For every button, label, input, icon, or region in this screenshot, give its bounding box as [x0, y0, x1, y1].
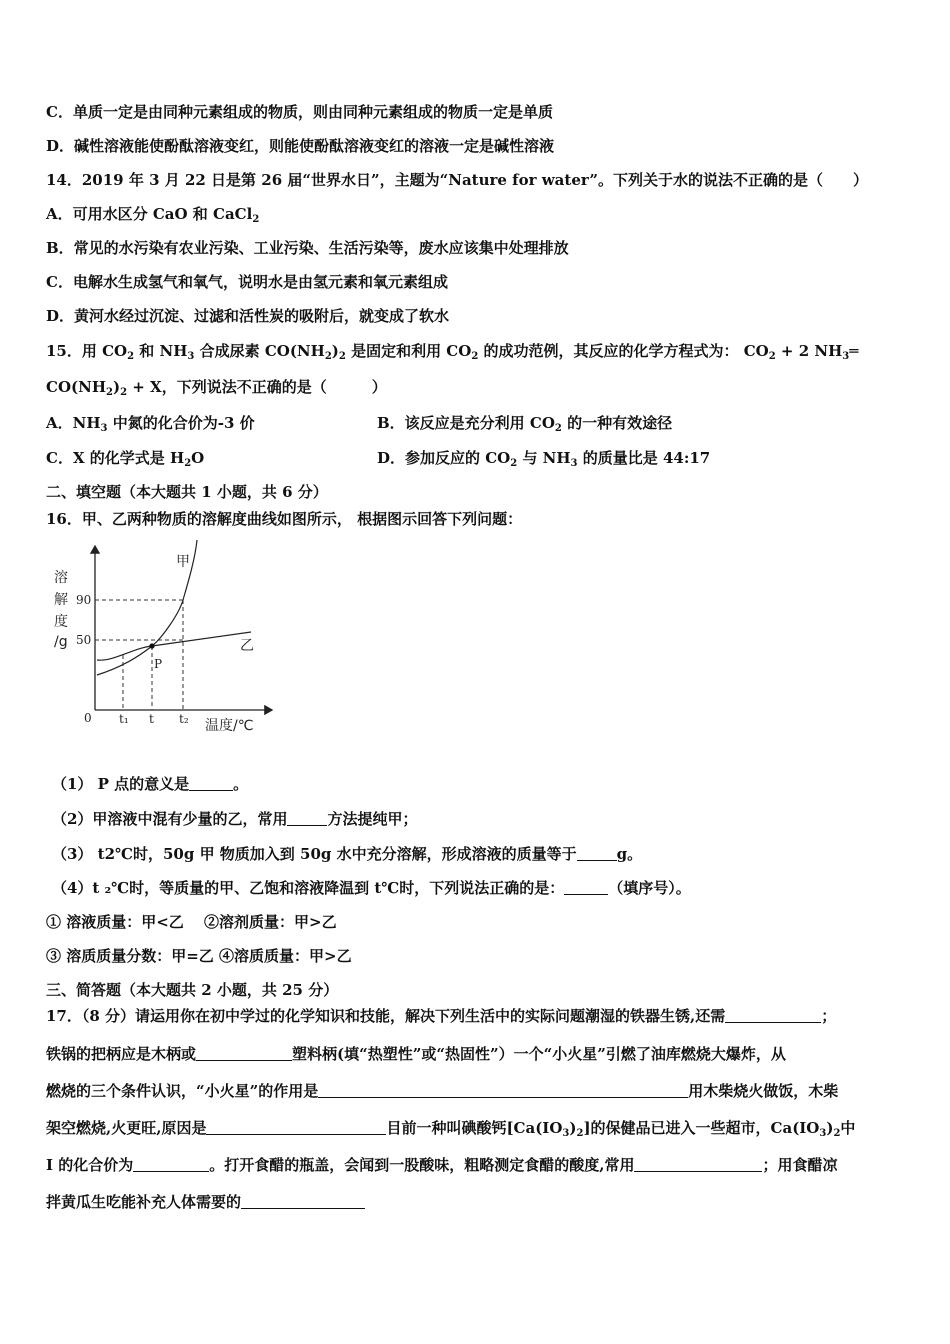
q16-part-2: （2）甲溶液中混有少量的乙，常用 方法提纯甲；	[52, 810, 418, 828]
q16-options-2: ③ 溶质质量分数：甲=乙 ④溶质质量：甲>乙	[46, 947, 352, 965]
series-yi-label: 乙	[240, 638, 254, 654]
q17-line-6: 拌黄瓜生吃能补充人体需要的	[46, 1192, 365, 1212]
q17-line-2: 铁锅的把柄应是木柄或 塑料柄(填“热塑性”或“热固性”）一个“小火星”引燃了油库燃烧大爆炸，从	[46, 1045, 786, 1063]
y-axis-label-1: 溶	[54, 570, 68, 586]
q17-line-4: 架空燃烧,火更旺,原因是 目前一种叫碘酸钙$[Ca(IO_3)_2]$的保健品已进入一些超市，$Ca(IO_3)_2$中	[46, 1119, 856, 1139]
q16-part-4: （4）t ₂℃时，等质量的甲、乙饱和溶液降温到 t℃时，下列说法正确的是： （填序号）。	[52, 879, 691, 897]
q13-option-c: C．单质一定是由同种元素组成的物质，则由同种元素组成的物质一定是单质	[46, 103, 553, 121]
y-tick-90: 90	[76, 593, 92, 607]
solubility-chart	[40, 540, 300, 740]
x-tick-t: t	[149, 712, 154, 726]
q15-stem-line2: $CO(NH_2)_2 + X$，下列说法不正确的是（ ）	[46, 378, 387, 398]
y-axis-label-3: 度	[54, 614, 68, 630]
q15-stem-line1: 15．用 $CO_2$ 和 $NH_3$ 合成尿素 $CO(NH_2)_2$ 是固定和利用 $CO_2$ 的成功范例，其反应的化学方程式为： $CO_2 + 2$ $NH_3═$	[46, 342, 859, 362]
q15-option-a: A．$NH_3$ 中氮的化合价为-3 价	[46, 414, 255, 434]
q16-part-1: （1） P 点的意义是 。	[52, 775, 249, 793]
q14-option-b: B．常见的水污染有农业污染、工业污染、生活污染等，废水应该集中处理排放	[46, 239, 569, 257]
x-tick-0: 0	[84, 711, 92, 725]
q16-options-1: ① 溶液质量：甲<乙 ②溶剂质量：甲>乙	[46, 913, 337, 931]
y-axis-label-2: 解	[54, 592, 68, 608]
section-2-heading: 二、填空题（本大题共 1 小题，共 6 分）	[46, 483, 328, 501]
section-3-heading: 三、简答题（本大题共 2 小题，共 25 分）	[46, 981, 339, 999]
q15-option-b: B．该反应是充分利用 $CO_2$ 的一种有效途径	[377, 414, 673, 434]
q13-option-d: D．碱性溶液能使酚酞溶液变红，则能使酚酞溶液变红的溶液一定是碱性溶液	[46, 137, 555, 155]
x-axis-label: 温度/℃	[205, 718, 254, 734]
q15-option-c: C．X 的化学式是 $H_2O$	[46, 449, 205, 469]
series-yi-line	[97, 632, 251, 660]
series-jia-label: 甲	[176, 554, 190, 570]
q14-stem: 14．2019 年 3 月 22 日是第 26 届“世界水日”，主题为“Nature for water”。下列关于水的说法不正确的是（ ）	[46, 171, 868, 189]
q14-option-d: D．黄河水经过沉淀、过滤和活性炭的吸附后，就变成了软水	[46, 307, 450, 325]
q16-part-3: （3） t2℃时，50g 甲 物质加入到 50g 水中充分溶解，形成溶液的质量等于 g。	[52, 845, 643, 863]
q17-line-5: I 的化合价为 。打开食醋的瓶盖，会闻到一股酸味，粗略测定食醋的酸度,常用 ；用食醋凉	[46, 1156, 838, 1174]
q17-line-1: 17．（8 分）请运用你在初中学过的化学知识和技能，解决下列生活中的实际问题潮湿的铁器生锈,还需 ；	[46, 1007, 837, 1025]
x-tick-t1: t₁	[119, 712, 129, 726]
y-axis-label-4: /g	[54, 634, 68, 650]
x-tick-t2: t₂	[179, 712, 189, 726]
q15-option-d: D．参加反应的 $CO_2$ 与 $NH_3$ 的质量比是 44:17	[377, 449, 711, 469]
q17-line-3: 燃烧的三个条件认识，“小火星”的作用是 用木柴烧火做饭，木柴	[46, 1082, 839, 1100]
y-tick-50: 50	[76, 633, 92, 647]
q14-option-c: C．电解水生成氢气和氧气，说明水是由氢元素和氧元素组成	[46, 273, 448, 291]
point-p-label: P	[154, 657, 163, 671]
point-p	[149, 643, 154, 648]
q14-option-a: A．可用水区分 CaO 和 CaCl$_2$	[46, 205, 260, 225]
q16-stem: 16．甲、乙两种物质的溶解度曲线如图所示， 根据图示回答下列问题：	[46, 510, 523, 528]
